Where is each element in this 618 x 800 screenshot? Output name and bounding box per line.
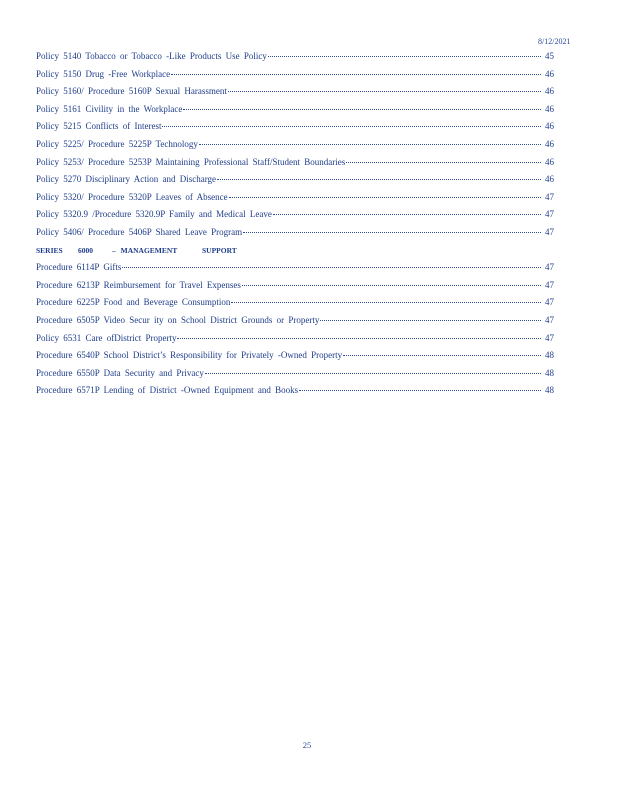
toc-dot-leader <box>183 108 541 110</box>
header-date: 8/12/2021 <box>538 37 571 46</box>
toc-dot-leader <box>229 196 541 198</box>
series-support: SUPPORT <box>202 245 237 255</box>
toc-dot-leader <box>205 372 541 374</box>
toc-entry-page: 46 <box>545 138 554 149</box>
toc-entry-page: 47 <box>545 209 554 220</box>
toc-entry-page: 48 <box>545 350 554 361</box>
toc-entry[interactable] <box>36 365 554 383</box>
toc-entry-page: 47 <box>545 279 554 290</box>
toc-entry-page: 46 <box>545 156 554 167</box>
page-number: 25 <box>302 740 312 750</box>
series-number: 6000 <box>78 245 93 255</box>
toc-dot-leader <box>299 389 541 391</box>
toc-entry-page: 48 <box>545 385 554 396</box>
toc-dot-leader <box>243 231 541 233</box>
toc-entry-page: 47 <box>545 226 554 237</box>
toc-dot-leader <box>242 284 541 286</box>
toc-entry-page: 47 <box>545 297 554 308</box>
toc-entry[interactable] <box>36 66 554 84</box>
toc-entry-title: Policy 5161 Civility in the Workplace <box>36 103 183 114</box>
toc-group-series-5000 <box>36 48 554 242</box>
toc-entry[interactable] <box>36 154 554 172</box>
toc-entry-title: Procedure 6505P Video Secur ity on School District Grounds or Property <box>36 314 320 325</box>
toc-entry[interactable] <box>36 136 554 154</box>
toc-entry-page: 47 <box>545 191 554 202</box>
toc-entry-page: 45 <box>545 51 554 61</box>
toc-entry-title: Policy 5320.9 /Procedure 5320.9P Family and Medical Leave <box>36 209 272 220</box>
toc-entry-title: Policy 5225/ Procedure 5225P Technology <box>36 138 198 149</box>
toc-entry-page: 46 <box>545 121 554 132</box>
toc-entry-page: 47 <box>545 332 554 343</box>
toc-entry-page: 46 <box>545 103 554 114</box>
toc-entry[interactable] <box>36 83 554 101</box>
toc-dot-leader <box>320 319 541 321</box>
toc-dot-leader <box>231 301 541 303</box>
toc-dot-leader <box>171 73 541 75</box>
toc-dot-leader <box>177 337 541 339</box>
toc-entry-title: Policy 6531 Care ofDistrict Property <box>36 332 177 343</box>
toc-entry[interactable] <box>36 189 554 207</box>
toc-entry[interactable] <box>36 312 554 330</box>
toc-entry-title: Policy 5160/ Procedure 5160P Sexual Harassment <box>36 86 227 97</box>
toc-entry-title: Policy 5270 Disciplinary Action and Discharge <box>36 174 217 185</box>
toc-dot-leader <box>122 266 541 268</box>
toc-group-series-6000 <box>36 259 554 400</box>
toc-dot-leader <box>199 143 541 145</box>
table-of-contents <box>36 48 554 400</box>
toc-entry[interactable] <box>36 224 554 242</box>
toc-dot-leader <box>346 161 541 163</box>
toc-entry-page: 46 <box>545 174 554 185</box>
toc-entry[interactable] <box>36 382 554 400</box>
series-name: – MANAGEMENT <box>112 245 178 255</box>
toc-entry[interactable] <box>36 171 554 189</box>
toc-dot-leader <box>162 125 541 127</box>
toc-entry-title: Procedure 6213P Reimbursement for Travel Expenses <box>36 279 241 290</box>
toc-entry-title: Procedure 6114P Gifts <box>36 262 122 273</box>
toc-entry-page: 46 <box>545 86 554 97</box>
toc-dot-leader <box>343 354 541 356</box>
toc-entry-title: Procedure 6540P School District’s Responsibility for Privately -Owned Property <box>36 350 343 361</box>
toc-entry[interactable] <box>36 118 554 136</box>
toc-entry-title: Procedure 6550P Data Security and Privacy <box>36 367 204 378</box>
toc-entry-title: Policy 5320/ Procedure 5320P Leaves of Absence <box>36 191 228 202</box>
toc-entry[interactable] <box>36 48 554 66</box>
toc-entry-title: Procedure 6571P Lending of District -Owned Equipment and Books <box>36 385 299 396</box>
toc-entry-page: 47 <box>545 262 554 273</box>
toc-entry-title: Policy 5140 Tobacco or Tobacco -Like Products Use Policy <box>36 51 267 61</box>
toc-entry-title: Policy 5406/ Procedure 5406P Shared Leave Program <box>36 226 243 237</box>
toc-entry[interactable] <box>36 101 554 119</box>
series-heading <box>36 242 554 260</box>
toc-entry-page: 48 <box>545 367 554 378</box>
toc-entry-page: 46 <box>545 68 554 79</box>
toc-entry[interactable] <box>36 206 554 224</box>
series-label: SERIES <box>36 245 63 255</box>
toc-entry[interactable] <box>36 347 554 365</box>
toc-entry-title: Policy 5150 Drug -Free Workplace <box>36 68 171 79</box>
toc-entry-title: Procedure 6225P Food and Beverage Consumption <box>36 297 231 308</box>
toc-entry-page: 47 <box>545 314 554 325</box>
toc-entry[interactable] <box>36 330 554 348</box>
toc-entry[interactable] <box>36 259 554 277</box>
toc-dot-leader <box>217 178 541 180</box>
toc-dot-leader <box>273 213 541 215</box>
toc-dot-leader <box>268 55 541 57</box>
toc-entry[interactable] <box>36 277 554 295</box>
toc-dot-leader <box>228 90 541 92</box>
toc-entry[interactable] <box>36 294 554 312</box>
toc-entry-title: Policy 5215 Conflicts of Interest <box>36 121 162 132</box>
toc-entry-title: Policy 5253/ Procedure 5253P Maintaining Professional Staff/Student Boundaries <box>36 156 346 167</box>
